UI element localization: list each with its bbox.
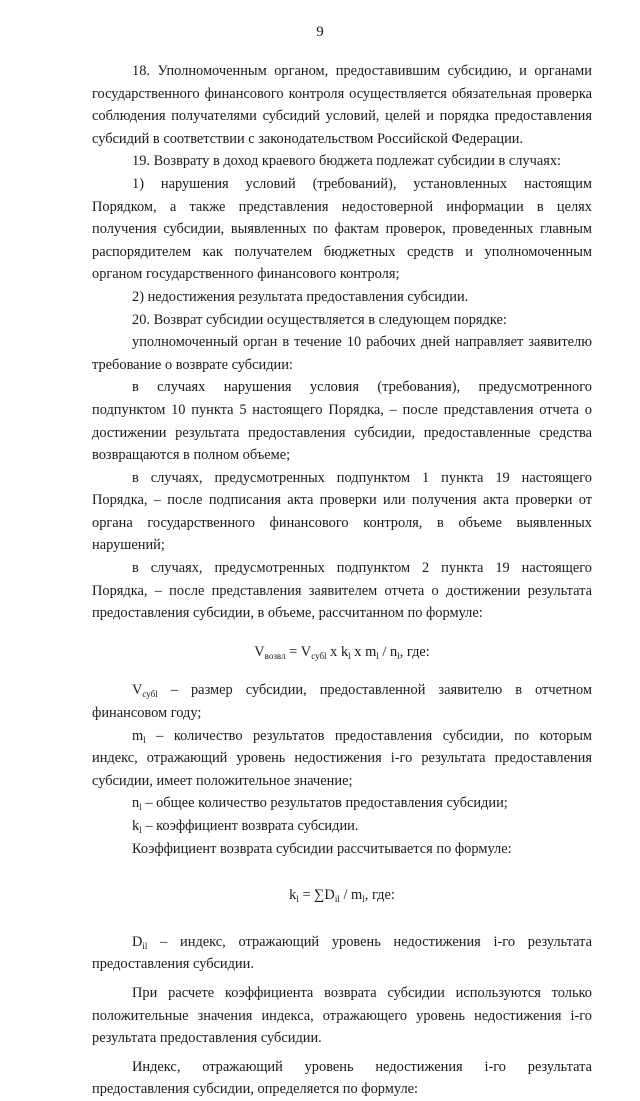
formula-return-amount: $V_{возвл} = V_{субl}$ x $k_l$ x $m_l / n_l$, где: xyxy=(254,643,430,661)
paragraph-20-case-1: в случаях нарушения условия (требования), предусмотренного подпунктом 10 пункта 5 настоящего Порядка, – после представления отчета о достижении результата предоставления субсидии, предоставленные средства возвращаются в полном объеме; xyxy=(92,379,592,464)
paragraph-20: 20. Возврат субсидии осуществляется в следующем порядке: xyxy=(132,311,507,328)
paragraph-index-intro: Индекс, отражающий уровень недостижения i-го результата предоставления субсидии, определяется по формуле: xyxy=(92,1058,592,1098)
paragraph-19-item-2: 2) недостижения результата предоставления субсидии. xyxy=(132,288,469,305)
definition-m: $m_l$ – количество результатов предоставления субсидии, по которым индекс, отражающий уровень недостижения i-го результата предоставления субсидии, имеет положительное значение; xyxy=(92,727,592,789)
paragraph-20-intro: уполномоченный орган в течение 10 рабочих дней направляет заявителю требование о возврате субсидии: xyxy=(92,334,592,373)
definition-v: $V_{субl}$ – размер субсидии, предоставленной заявителю в отчетном финансовом году; xyxy=(92,682,592,722)
formula-coefficient: $k_l = \sum D_{il} / m_l$, где: xyxy=(289,887,395,905)
page-number: 9 xyxy=(316,24,324,40)
paragraph-20-case-3: в случаях, предусмотренных подпунктом 2 пункта 19 настоящего Порядка, – после представления заявителем отчета о достижении результата предоставления субсидии, в объеме, рассчитанном по формуле: xyxy=(92,560,592,622)
paragraph-18: 18. Уполномоченным органом, предоставившим субсидию, и органами государственного финансового контроля осуществляется обязательная проверка соблюдения получателями субсидий условий, целей и порядка предоставления субсидий в соответствии с законодательством Российской Федерации. xyxy=(92,63,592,147)
definition-d: $D_{il}$ – индекс, отражающий уровень недостижения i-го результата предоставления субсидии. xyxy=(92,933,592,973)
paragraph-19-item-1: 1) нарушения условий (требований), установленных настоящим Порядком, а также представления недостоверной информации в целях получения субсидии, выявленных по фактам проверок, проведенных главным распорядителем как получателем бюджетных средств и уполномоченным органом государственного финансового контроля; xyxy=(92,175,592,283)
paragraph-19: 19. Возврату в доход краевого бюджета подлежат субсидии в случаях: xyxy=(132,153,562,170)
document-body xyxy=(92,60,592,1101)
definition-k: $k_l$ – коэффициент возврата субсидии. xyxy=(132,818,359,835)
coefficient-intro: Коэффициент возврата субсидии рассчитывается по формуле: xyxy=(132,840,512,857)
paragraph-positive-values: При расчете коэффициента возврата субсидии используются только положительные значения индекса, отражающего уровень недостижения i-го результата предоставления субсидии. xyxy=(92,984,592,1047)
definition-n: $n_l$ – общее количество результатов предоставления субсидии; xyxy=(132,795,508,813)
paragraph-20-case-2: в случаях, предусмотренных подпунктом 1 пункта 19 настоящего Порядка, – после подписания акта проверки или получения акта проверки от органа государственного финансового контроля, в объеме выявленных нарушений; xyxy=(92,469,592,554)
